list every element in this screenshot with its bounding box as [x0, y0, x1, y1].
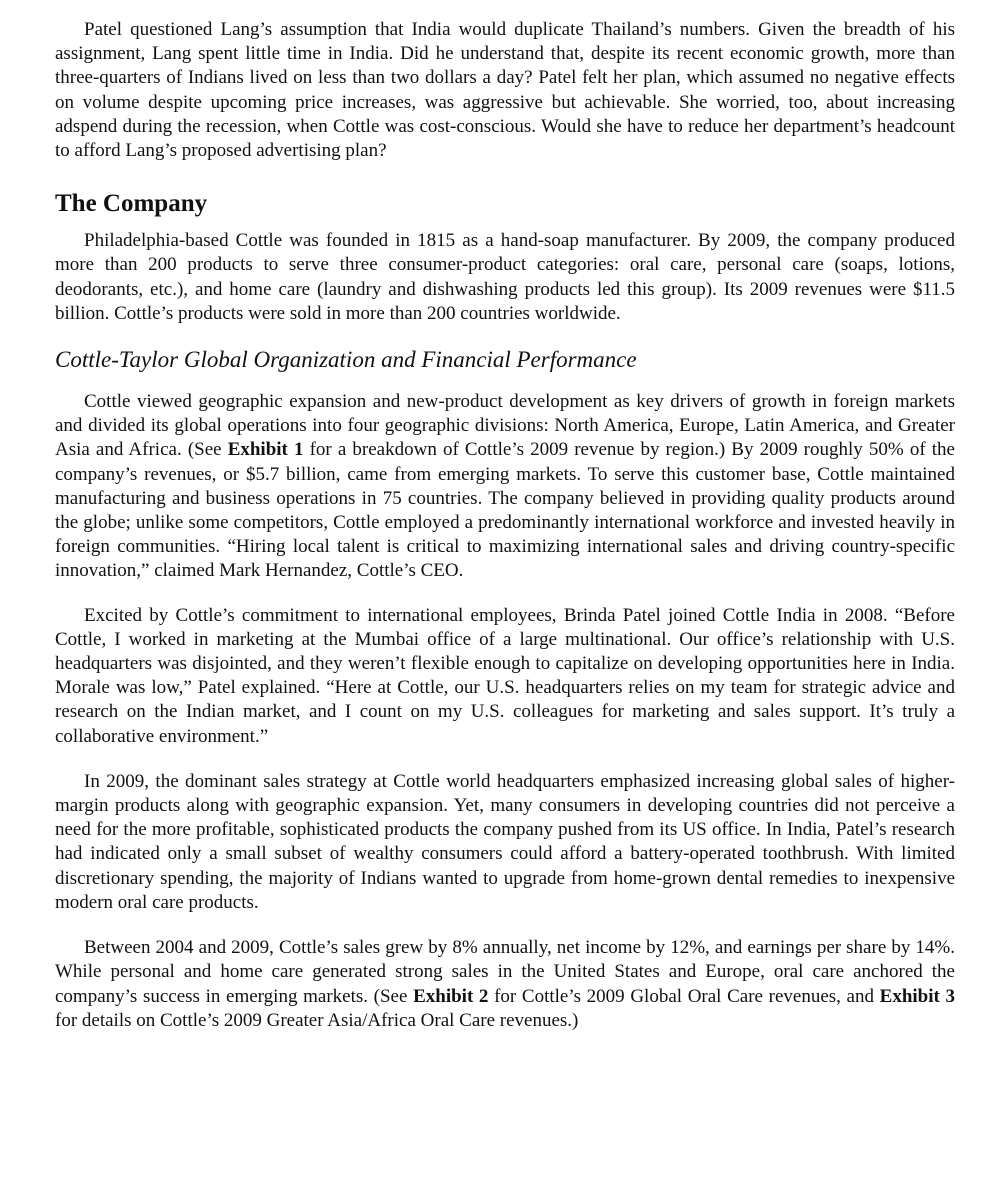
document-page [55, 18, 955, 1033]
text-span: for Cottle’s 2009 Global Oral Care revenues, and [488, 985, 880, 1007]
global-paragraph-1 [55, 390, 955, 584]
subsection-heading-global-organization: Cottle-Taylor Global Organization and Financial Performance [55, 347, 637, 373]
text-span: Cottle viewed geographic expansion and new-product development as key drivers of growth in foreign markets and divided its global operations into four geographic divisions: North America, Europe, Latin America, and Greater Asia and Africa. (See [55, 391, 955, 461]
global-paragraph-3: In 2009, the dominant sales strategy at Cottle world headquarters emphasized increasing global sales of higher-margin products along with geographic expansion. Yet, many consumers in developing countries did not perceive a need for the more profitable, sophisticated products the company pushed from its US office. In India, Patel’s research had indicated only a small subset of wealthy consumers could afford a battery-operated toothbrush. With limited discretionary spending, the majority of Indians wanted to upgrade from home-grown dental remedies to inexpensive modern oral care products. [55, 770, 955, 913]
exhibit-2-reference: Exhibit 2 [413, 985, 489, 1007]
text-span: for details on Cottle’s 2009 Greater Asia/Africa Oral Care revenues.) [55, 1009, 579, 1031]
text-span: for a breakdown of Cottle’s 2009 revenue by region.) By 2009 roughly 50% of the company’s revenues, or $5.7 billion, came from emerging markets. To serve this customer base, Cottle maintained manufacturing and business operations in 75 countries. The company believed in providing quality products around the globe; unlike some competitors, Cottle employed a predominantly international workforce and invested heavily in foreign communities. “Hiring local talent is critical to maximizing international sales and driving country-specific innovation,” claimed Mark Hernandez, Cottle’s CEO. [55, 439, 955, 582]
company-paragraph: Philadelphia-based Cottle was founded in 1815 as a hand-soap manufacturer. By 2009, the company produced more than 200 products to serve three consumer-product categories: oral care, personal care (soaps, lotions, deodorants, etc.), and home care (laundry and dishwashing products led this group). Its 2009 revenues were $11.5 billion. Cottle’s products were sold in more than 200 countries worldwide. [55, 230, 955, 324]
global-paragraph-4 [55, 936, 955, 1033]
exhibit-3-reference: Exhibit 3 [879, 985, 955, 1007]
global-paragraph-2: Excited by Cottle’s commitment to international employees, Brinda Patel joined Cottle India in 2008. “Before Cottle, I worked in marketing at the Mumbai office of a large multinational. Our office’s relationship with U.S. headquarters was disjointed, and they weren’t flexible enough to capitalize on developing opportunities here in India. Morale was low,” Patel explained. “Here at Cottle, our U.S. headquarters relies on my team for strategic advice and research on the Indian market, and I count on my U.S. colleagues for marketing and sales support. It’s truly a collaborative environment.” [55, 604, 955, 747]
section-heading-the-company: The Company [55, 190, 208, 218]
text-span: Between 2004 and 2009, Cottle’s sales grew by 8% annually, net income by 12%, and earnings per share by 14%. While personal and home care generated strong sales in the United States and Europe, oral care anchored the company’s success in emerging markets. (See [55, 937, 955, 1007]
exhibit-1-reference: Exhibit 1 [227, 439, 304, 461]
intro-paragraph: Patel questioned Lang’s assumption that India would duplicate Thailand’s numbers. Given the breadth of his assignment, Lang spent little time in India. Did he understand that, despite its recent economic growth, more than three-quarters of Indians lived on less than two dollars a day? Patel felt her plan, which assumed no negative effects on volume despite upcoming price increases, was aggressive but achievable. She worried, too, about increasing adspend during the recession, when Cottle was cost-conscious. Would she have to reduce her department’s headcount to afford Lang’s proposed advertising plan? [55, 19, 955, 162]
